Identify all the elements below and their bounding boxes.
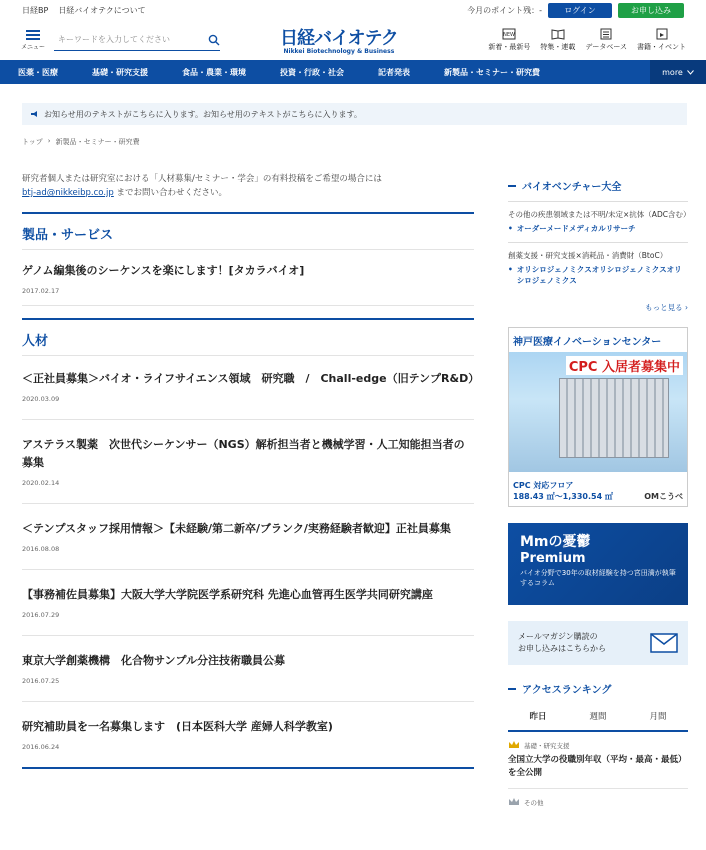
chevron-right-icon: › [47,137,51,145]
article-title[interactable]: 東京大学創薬機構 化合物サンプル分注技術職員公募 [22,654,286,667]
mm-premium-ad[interactable] [508,523,688,605]
megaphone-icon [30,110,38,118]
contact-email-link[interactable]: btj-ad@nikkeibp.co.jp [22,188,114,198]
article-date: 2017.02.17 [22,287,60,295]
menu-button[interactable] [20,30,46,51]
building-image [559,378,669,458]
search-box [54,29,220,51]
intro-line2: までお問い合わせください。 [113,188,228,198]
points-label: 今月のポイント残：- [467,5,542,15]
tab-yesterday[interactable]: 昨日 [529,712,547,722]
svg-text:NEW: NEW [503,32,516,38]
ad-title: Mmの憂鬱 [520,534,591,550]
header-nav-label: データベース [585,43,627,51]
venture-category: 創薬支援・研究支援×消耗品・消費財（BtoC） [508,242,688,261]
search-icon[interactable] [208,34,220,46]
article-date: 2016.07.25 [22,677,60,685]
ad-line2: お申し込みはこちらから [518,644,606,653]
article-item[interactable] [22,250,474,306]
ad-desc: バイオ分野で30年の取材経験を持つ宮田満が執筆するコラム [520,569,676,587]
header-nav-new[interactable] [488,28,530,52]
ranking-title-text[interactable]: 全国立大学の役職別年収（平均・最高・最低）を全公開 [508,754,688,789]
chevron-down-icon [687,70,694,75]
article-date: 2016.07.29 [22,611,60,619]
article-title[interactable]: ＜正社員募集＞バイオ・ライフサイエンス領域 研究職 / Chall-edge（旧テンプR&D） [22,372,480,385]
article-item[interactable] [22,504,474,570]
nav-item-research[interactable]: 基礎・研究支援 [92,67,148,77]
site-header [0,20,706,60]
category-nav [0,60,706,84]
ranking-category-label: その他 [524,798,544,807]
ad-brand: OMこうべ [644,492,683,501]
article-date: 2020.02.14 [22,479,60,487]
article-item[interactable] [22,570,474,636]
header-nav-label: 特集・連載 [540,43,576,51]
ad-line1: メールマガジン購読の [518,632,598,641]
header-nav-books[interactable] [637,28,686,52]
bullet-icon: • [508,265,513,274]
ad-floor: CPC 対応フロア [513,481,574,490]
venture-link[interactable] [508,261,688,294]
article-item[interactable] [22,420,474,504]
venture-list [508,201,691,294]
ranking-title: アクセスランキング [508,681,688,696]
ad-badge: CPC 入居者募集中 [566,356,683,375]
notice-text: お知らせ用のテキストがこちらに入ります。お知らせ用のテキストがこちらに入ります。 [44,109,362,119]
crown-icon [508,797,520,807]
nav-item-press[interactable]: 記者発表 [378,67,410,77]
article-title[interactable]: 研究補助員を一名募集します (日本医科大学 産婦人科学教室) [22,720,333,733]
search-input[interactable] [58,35,208,44]
more-link[interactable]: もっと見る › [645,303,688,312]
utility-bar [0,0,706,20]
newsletter-ad[interactable] [508,621,688,665]
nav-item-investment[interactable]: 投資・行政・社会 [280,67,344,77]
article-title[interactable]: ゲノム編集後のシーケンスを楽にします！[タカラバイオ] [22,264,305,277]
nav-item-medical[interactable]: 医薬・医療 [18,67,58,77]
about-link[interactable]: 日経バイオテクについて [58,5,146,15]
ranking-category [508,740,688,750]
new-icon [502,28,516,40]
section-title: 人材 [22,318,474,356]
nav-item-products[interactable]: 新製品・セミナー・研究費 [444,67,540,77]
nav-item-food[interactable]: 食品・農業・環境 [182,67,246,77]
ad-footer [509,472,687,506]
apply-button[interactable]: お申し込み [618,3,684,18]
login-button[interactable]: ログイン [548,3,612,18]
venture-link-label: オリシロジェノミクスオリシロジェノミクスオリシロジェノミクス [516,265,682,285]
header-nav-database[interactable] [585,28,627,52]
ranking-item[interactable] [508,789,688,807]
crown-icon [508,740,520,750]
ranking-item[interactable] [508,732,688,789]
tab-monthly[interactable]: 月間 [649,712,667,722]
menu-label: メニュー [20,43,45,51]
article-date: 2016.06.24 [22,743,60,751]
venture-link-label: オーダーメードメディカルリサーチ [516,224,636,233]
ranking-category-label: 基礎・研究支援 [524,741,570,750]
header-nav [488,28,686,52]
article-item[interactable] [22,356,480,420]
ranking [508,681,688,807]
venture-category: その他の疾患領域または不明/未定×抗体（ADC含む） [508,210,691,219]
nikkeibp-link[interactable]: 日経BP [22,5,49,15]
tab-weekly[interactable]: 週間 [589,712,607,722]
breadcrumb-top[interactable]: トップ [22,138,43,146]
sidebar [508,178,691,807]
breadcrumb [22,137,140,147]
article-title[interactable]: アステラス製薬 次世代シーケンサー（NGS）解析担当者と機械学習・人工知能担当者の募集 [22,438,465,469]
ranking-tabs [508,704,688,732]
event-icon [655,28,669,40]
intro-text [22,172,474,200]
venture-title: バイオベンチャー大全 [508,178,688,193]
article-title[interactable]: ＜テンプスタッフ採用情報＞【未経験/第二新卒/ブランク/実務経験者歓迎】正社員募集 [22,522,451,535]
article-date: 2020.03.09 [22,395,60,403]
main-column [22,172,480,769]
ranking-category [508,797,688,807]
utility-links [22,5,146,16]
header-nav-features[interactable] [540,28,575,52]
nav-more-button[interactable] [650,60,706,84]
article-date: 2016.08.08 [22,545,60,553]
kobe-innovation-ad[interactable] [508,327,688,507]
hamburger-icon [26,30,40,40]
envelope-icon [650,633,678,653]
article-item[interactable] [22,702,474,769]
ad-subtitle: Premium [520,551,586,566]
nav-more-label: more [662,67,683,77]
header-nav-label: 書籍・イベント [637,43,686,51]
article-item[interactable] [22,636,474,702]
book-icon [551,28,565,40]
intro-line1: 研究者個人または研究室における「人材募集/セミナー・学会」の有料投稿をご希望の場合には [22,174,382,184]
site-logo[interactable] [280,24,398,55]
ad-title: 神戸医療イノベーションセンター [509,328,687,352]
breadcrumb-current: 新製品・セミナー・研究費 [55,138,140,146]
bullet-icon: • [508,224,513,233]
logo-jp: 日経バイオテク [280,28,398,49]
database-icon [599,28,613,40]
logo-en: Nikkei Biotechnology & Business [283,48,395,55]
article-title[interactable]: 【事務補佐員募集】大阪大学大学院医学系研究科 先進心血管再生医学共同研究講座 [22,588,433,601]
venture-link[interactable] [508,220,688,242]
ad-area: 188.43 ㎡～1,330.54 ㎡ [513,492,613,501]
header-nav-label: 新着・最新号 [488,43,531,51]
notice-bar [22,103,687,125]
section-title: 製品・サービス [22,212,474,250]
